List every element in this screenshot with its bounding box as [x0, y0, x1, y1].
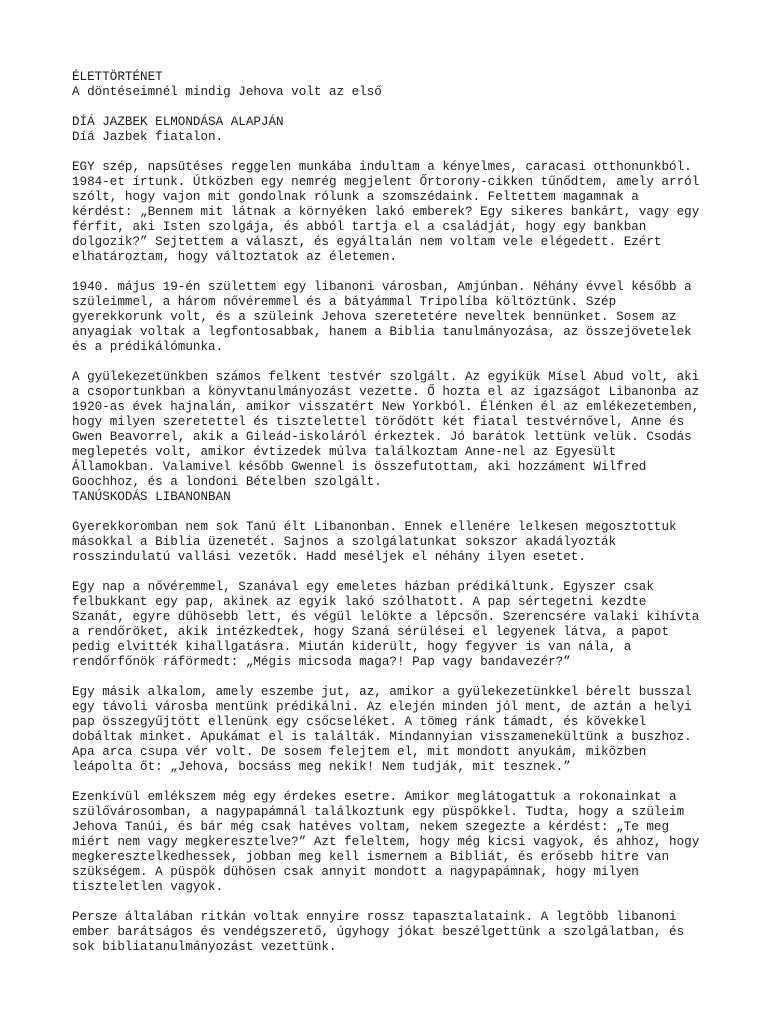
section-label: ÉLETTÖRTÉNET — [72, 70, 163, 84]
paragraph-line: Egy másik alkalom, amely eszembe jut, az, amikor a gyülekezetünkkel bérelt busszal — [72, 685, 692, 699]
paragraph — [72, 280, 702, 355]
paragraph-line: A gyülekezetünkben számos felkent testvér szolgált. Az egyikük Mísel Abud volt, aki — [72, 370, 700, 384]
paragraph-line: másokkal a Biblia üzenetét. Sajnos a szolgálatunkat sokszor akadályozták — [72, 535, 617, 549]
paragraph-line: dobáltak minket. Apukámat el is találták. Mindannyian visszamenekültünk a buszhoz. — [72, 730, 692, 744]
paragraph-line: férfit, aki Isten szolgája, és abból tartja el a családját, hogy egy bankban — [72, 220, 647, 234]
paragraph-line: miért nem vagy megkeresztelve?” Azt feleltem, hogy még kicsi vagyok, és ahhoz, hogy — [72, 835, 700, 849]
paragraph-line: szükségem. A püspök dühösen csak annyit mondott a nagypapámnak, hogy milyen — [72, 865, 639, 879]
paragraph-line: Jehova Tanúi, és bár még csak hatéves voltam, nekem szegezte a kérdést: „Te meg — [72, 820, 670, 834]
photo-caption: Díá Jazbek fiatalon. — [72, 130, 224, 144]
paragraph-line: ember barátságos és vendégszerető, úgyhogy jókat beszélgettünk a szolgálatban, és — [72, 925, 685, 939]
paragraph-line: 1984-et írtunk. Útközben egy nemrég megjelent Őrtorony-cikken tűnődtem, amely arról — [72, 175, 700, 189]
paragraph-line: szülővárosomban, a nagypapámnál találkoztunk egy püspökkel. Tudta, hogy a szüleim — [72, 805, 685, 819]
paragraph-line: Egy nap a nővéremmel, Szanával egy emeletes házban prédikáltunk. Egyszer csak — [72, 580, 654, 594]
paragraph-line: szüleimmel, a három nővéremmel és a bátyámmal Tripolíba költöztünk. Szép — [72, 295, 617, 309]
paragraph-line: Persze általában ritkán voltak ennyire rossz tapasztalataink. A legtöbb libanoni — [72, 910, 677, 924]
paragraph-line: megkeresztelkedhessek, jobban meg kell ismernem a Bibliát, és erősebb hitre van — [72, 850, 670, 864]
section-heading — [72, 490, 702, 505]
paragraph — [72, 685, 702, 775]
paragraph-line: Államokban. Valamivel később Gwennel is összefutottam, aki hozzáment Wilfred — [72, 460, 647, 474]
paragraph-line: Gwen Beavorrel, akik a Gileád-iskoláról érkeztek. Jó barátok lettünk velük. Csodás — [72, 430, 692, 444]
paragraph — [72, 370, 702, 490]
paragraph-line: elhatároztam, hogy változtatok az életemen. — [72, 250, 397, 264]
paragraph-line: Gyerekkoromban nem sok Tanú élt Libanonban. Ennek ellenére lelkesen megosztottuk — [72, 520, 677, 534]
paragraph-line: pedig elvitték kihallgatásra. Miután kiderült, hogy fegyver is van nála, a — [72, 640, 632, 654]
paragraph-line: anyagiak voltak a legfontosabbak, hanem a Biblia tanulmányozása, az összejövetelek — [72, 325, 692, 339]
paragraph-line: a rendőröket, akik intézkedtek, hogy Szaná sérülései el legyenek látva, a papot — [72, 625, 670, 639]
paragraph-line: Apa arca csupa vér volt. De sosem felejtem el, mit mondott anyukám, miközben — [72, 745, 647, 759]
paragraph-line: pap összegyűjtött ellenünk egy csőcseléket. A tömeg ránk támadt, és kövekkel — [72, 715, 647, 729]
paragraph-line: dolgozik?” Sejtettem a választ, és egyáltalán nem voltam vele elégedett. Ezért — [72, 235, 662, 249]
paragraph-line: leápolta őt: „Jehova, bocsáss meg nekik! Nem tudják, mit tesznek.” — [72, 760, 571, 774]
article-header — [72, 70, 702, 100]
paragraph — [72, 520, 702, 565]
paragraph-line: szólt, hogy vajon mit gondolnak rólunk a szomszédaink. Feltettem magamnak a — [72, 190, 639, 204]
paragraph-line: Szanát, egyre dühösebb lett, és végül lelökte a lépcsőn. Szerencsére valaki kihívta — [72, 610, 700, 624]
paragraph-line: rosszindulatú vallási vezetők. Hadd meséljek el néhány ilyen esetet. — [72, 550, 586, 564]
paragraph-line: EGY szép, napsütéses reggelen munkába indultam a kényelmes, caracasi otthonunkból. — [72, 160, 692, 174]
paragraph-line: egy távoli városba mentünk prédikálni. Az elején minden jól ment, de aztán a helyi — [72, 700, 692, 714]
paragraph — [72, 160, 702, 265]
paragraph-line: hogy milyen szeretettel és tisztelettel törődött két fiatal testvérnővel, Anne és — [72, 415, 685, 429]
paragraph-line: sok bibliatanulmányozást vezettünk. — [72, 940, 337, 954]
paragraph-line: felbukkant egy pap, akinek az egyik lakó szólhatott. A pap sértegetni kezdte — [72, 595, 647, 609]
subheading: TANÚSKODÁS LIBANONBAN — [72, 490, 231, 504]
paragraph-line: kérdést: „Bennem mit látnak a környéken lakó emberek? Egy sikeres bankárt, vagy egy — [72, 205, 700, 219]
paragraph-line: Ezenkívül emlékszem még egy érdekes esetre. Amikor meglátogattuk a rokonainkat a — [72, 790, 677, 804]
paragraph — [72, 580, 702, 670]
author-line: DÍÁ JAZBEK ELMONDÁSA ALAPJÁN — [72, 115, 284, 129]
paragraph-line: tiszteletlen vagyok. — [72, 880, 224, 894]
paragraph-line: meglepetés volt, amikor évtizedek múlva találkoztam Anne-nel az Egyesült — [72, 445, 617, 459]
paragraph-line: gyerekkorunk volt, és a szüleink Jehova szeretetére neveltek bennünket. Sosem az — [72, 310, 677, 324]
paragraph-line: rendőrfőnök ráförmedt: „Mégis micsoda maga?! Pap vagy bandavezér?” — [72, 655, 571, 669]
document-page — [72, 70, 702, 955]
paragraph-line: a csoportunkban a könyvtanulmányozást vezette. Ő hozta el az igazságot Libanonba az — [72, 385, 700, 399]
paragraph-line: Goochhoz, és a londoni Bételben szolgált. — [72, 475, 382, 489]
paragraph — [72, 790, 702, 895]
paragraph-line: és a prédikálómunka. — [72, 340, 224, 354]
paragraph-line: 1940. május 19-én születtem egy libanoni városban, Amjúnban. Néhány évvel később a — [72, 280, 692, 294]
byline — [72, 115, 702, 145]
paragraph-line: 1920-as évek hajnalán, amikor visszatért New Yorkból. Élénken él az emlékezetemben, — [72, 400, 700, 414]
paragraph — [72, 910, 702, 955]
article-title: A döntéseimnél mindig Jehova volt az első — [72, 85, 382, 99]
